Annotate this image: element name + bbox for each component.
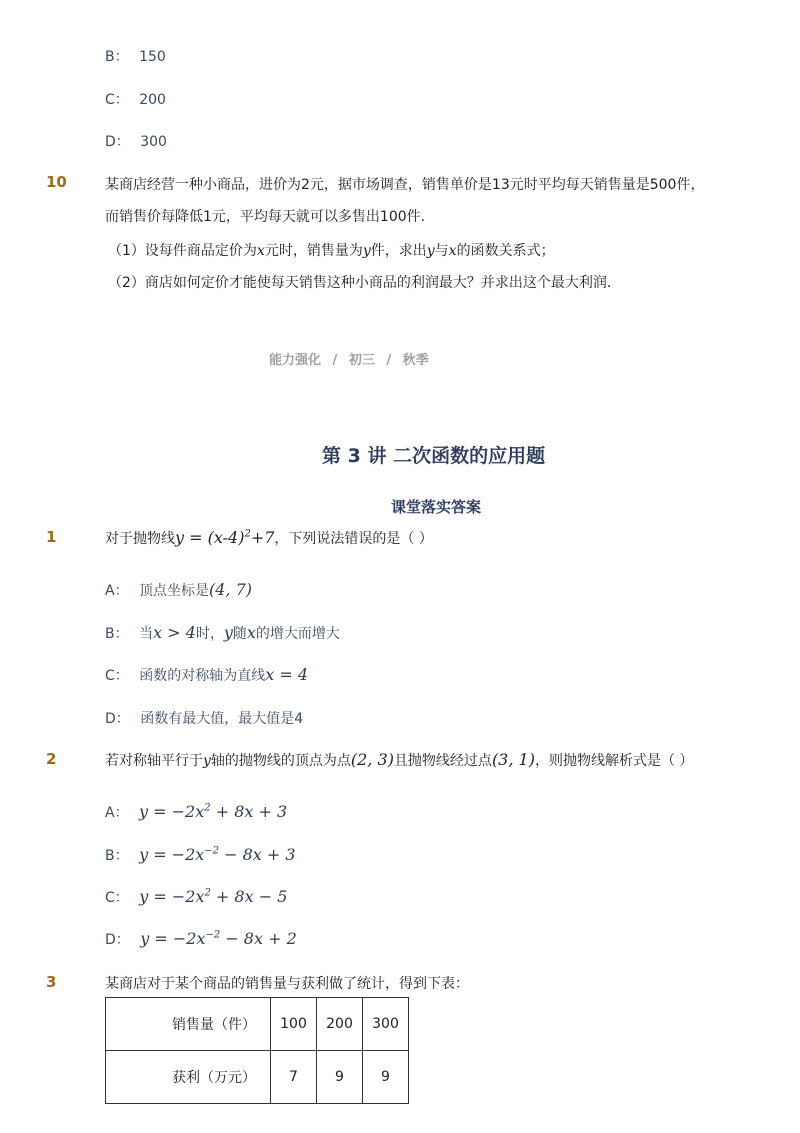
question-10-line3 <box>108 240 555 260</box>
option-math: x > 4 <box>153 623 196 642</box>
text-span: 对于抛物线 <box>105 531 175 547</box>
option-b <box>105 623 340 643</box>
question-number-3: 3 <box>46 973 57 991</box>
math-tail: − 8x + 2 <box>220 929 297 948</box>
math-point: (3, 1) <box>491 750 535 769</box>
option-text: 时， <box>195 626 224 642</box>
option-letter: B： <box>105 626 129 642</box>
option-letter: C： <box>105 92 129 108</box>
option-c-prev <box>105 89 166 109</box>
table-row-header: 销售量（件） <box>106 998 271 1051</box>
text-span: 的函数关系式； <box>456 243 555 259</box>
math-main: y = −2x <box>139 802 205 821</box>
option-d <box>105 929 297 949</box>
table-cell: 7 <box>271 1051 317 1104</box>
breadcrumb-item: 秋季 <box>402 353 429 368</box>
math-tail: − 8x + 3 <box>219 845 296 864</box>
math-exponent: 2 <box>244 528 251 540</box>
table-cell: 200 <box>317 998 363 1051</box>
math-exponent: −2 <box>205 929 221 941</box>
option-text: 150 <box>139 49 166 65</box>
option-text: 顶点坐标是 <box>139 583 210 599</box>
math-y: y <box>426 243 435 259</box>
breadcrumb-item: 初三 <box>348 353 375 368</box>
option-text: 函数的对称轴为直线 <box>139 668 266 684</box>
table-cell: 9 <box>363 1051 409 1104</box>
text-span: 件，求出 <box>370 243 427 259</box>
table-row <box>106 1051 409 1104</box>
math-tail: +7 <box>250 528 275 547</box>
math-exponent: 2 <box>204 887 211 899</box>
math-expression <box>175 528 274 547</box>
text-span: 且抛物线经过点 <box>393 753 492 769</box>
option-letter: C： <box>105 890 129 906</box>
option-text: 函数有最大值，最大值是4 <box>140 711 304 727</box>
math-x: x <box>256 243 265 259</box>
option-b <box>105 845 296 865</box>
question-1-text <box>105 528 433 548</box>
data-table <box>105 997 409 1104</box>
option-letter: A： <box>105 583 129 599</box>
question-10-line2: 而销售价每降低1元，平均每天就可以多售出100件． <box>105 209 435 225</box>
text-span: ，下列说法错误的是（ ） <box>274 531 433 547</box>
question-number-2: 2 <box>46 750 57 768</box>
text-span: 元时，销售量为 <box>264 243 363 259</box>
text-span: 轴的抛物线的顶点为点 <box>210 753 351 769</box>
text-span: 与 <box>434 243 449 259</box>
option-b-prev <box>105 46 166 66</box>
math-main: y = −2x <box>139 887 205 906</box>
option-letter: D： <box>105 711 130 727</box>
option-math: x = 4 <box>265 665 309 684</box>
math-main: y = −2x <box>140 929 206 948</box>
option-text: 200 <box>139 92 166 108</box>
table-cell: 9 <box>317 1051 363 1104</box>
option-math <box>139 845 296 864</box>
math-tail: + 8x − 5 <box>210 887 288 906</box>
question-3-text: 某商店对于某个商品的销售量与获利做了统计，得到下表： <box>105 976 469 992</box>
option-math: (4, 7) <box>209 580 253 599</box>
option-text: 随 <box>232 626 247 642</box>
option-letter: B： <box>105 49 129 65</box>
math-main: y = (x-4) <box>175 528 245 547</box>
option-c <box>105 665 308 685</box>
table-cell: 100 <box>271 998 317 1051</box>
table-cell: 300 <box>363 998 409 1051</box>
table-row <box>106 998 409 1051</box>
breadcrumb <box>269 349 429 368</box>
table-row-header: 获利（万元） <box>106 1051 271 1104</box>
math-x: x <box>448 243 457 259</box>
option-math <box>139 887 287 906</box>
option-math <box>139 802 287 821</box>
option-letter: B： <box>105 848 129 864</box>
option-a <box>105 580 252 600</box>
question-10-line4: （2）商店如何定价才能使每天销售这种小商品的利润最大？并求出这个最大利润． <box>108 275 621 291</box>
question-10-line1: 某商店经营一种小商品，进价为2元，据市场调查，销售单价是13元时平均每天销售量是500件， <box>105 177 705 193</box>
section-title: 课堂落实答案 <box>391 498 482 516</box>
option-d <box>105 708 303 728</box>
option-letter: D： <box>105 134 130 150</box>
option-c <box>105 887 287 907</box>
text-span: （1）设每件商品定价为 <box>108 243 257 259</box>
math-main: y = −2x <box>139 845 205 864</box>
math-tail: + 8x + 3 <box>210 802 288 821</box>
breadcrumb-item: 能力强化 <box>269 353 322 368</box>
option-math <box>140 929 297 948</box>
text-span: 若对称轴平行于 <box>105 753 203 769</box>
option-letter: C： <box>105 668 129 684</box>
option-math: y <box>223 623 233 642</box>
option-a <box>105 802 287 822</box>
question-number-1: 1 <box>46 528 57 546</box>
math-exponent: 2 <box>204 802 211 814</box>
math-y: y <box>362 243 371 259</box>
breadcrumb-separator: / <box>332 353 338 368</box>
question-2-text <box>105 750 693 770</box>
option-text: 300 <box>140 134 167 150</box>
breadcrumb-separator: / <box>386 353 392 368</box>
math-exponent: −2 <box>204 845 220 857</box>
math-point: (2, 3) <box>350 750 394 769</box>
option-text: 的增大而增大 <box>255 626 340 642</box>
option-text: 当 <box>139 626 154 642</box>
option-letter: D： <box>105 932 130 948</box>
option-letter: A： <box>105 805 129 821</box>
lecture-title: 第 3 讲 二次函数的应用题 <box>322 445 546 467</box>
text-span: ，则抛物线解析式是（ ） <box>534 753 694 769</box>
option-d-prev <box>105 131 167 151</box>
math-y: y <box>203 753 211 769</box>
question-number-10: 10 <box>46 173 67 191</box>
option-math: x <box>246 623 256 642</box>
